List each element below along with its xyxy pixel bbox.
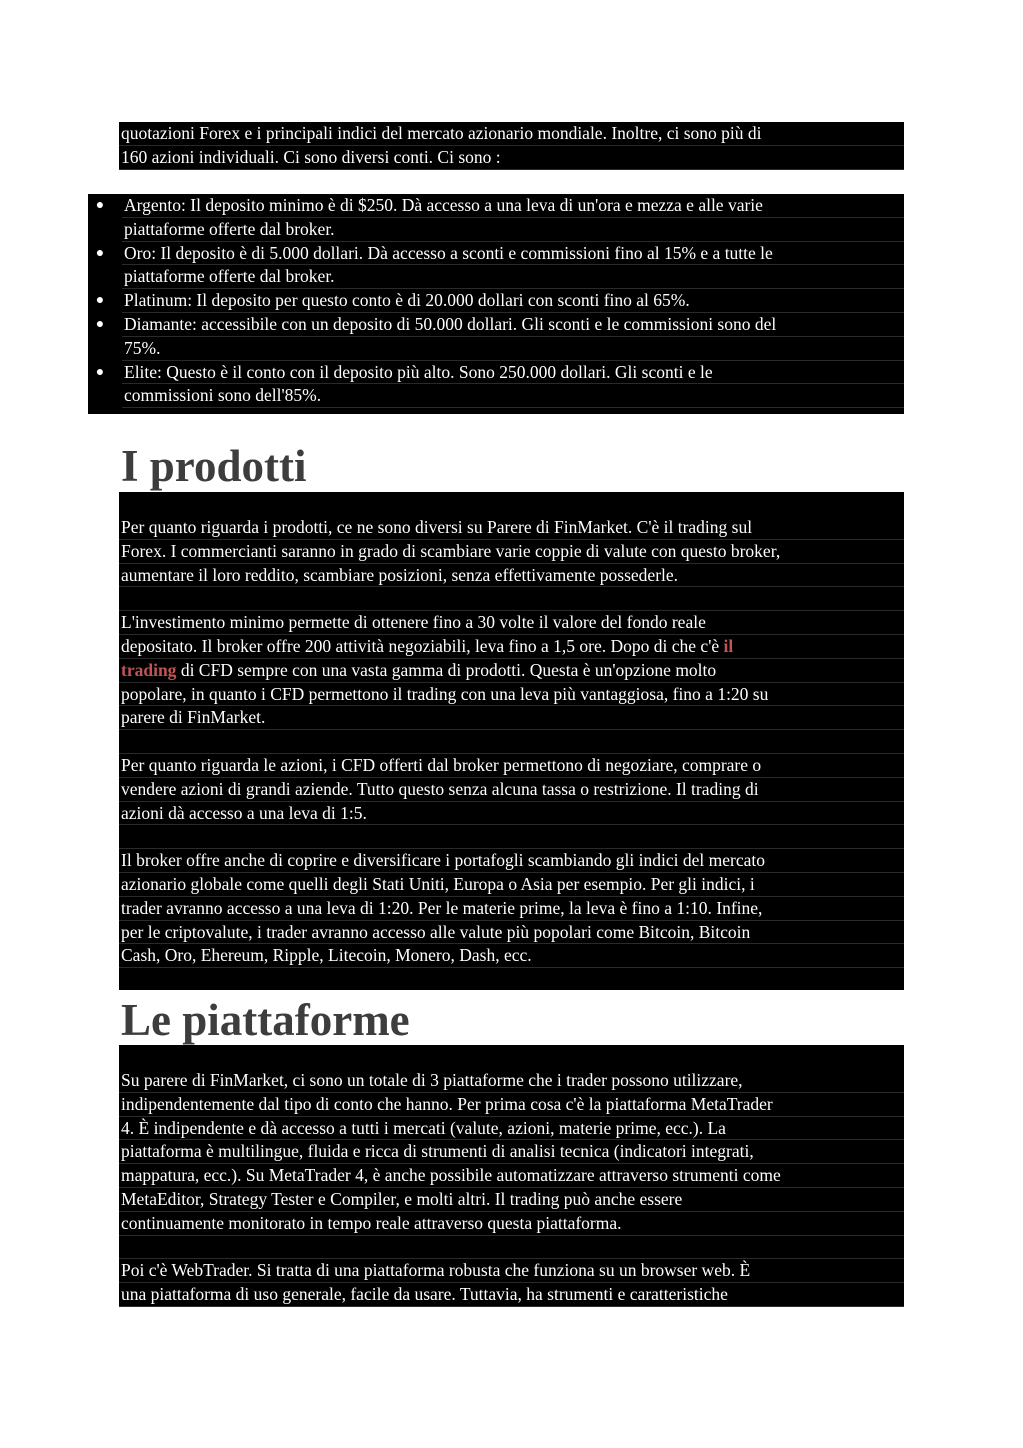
paragraph-line: vendere azioni di grandi aziende. Tutto questo senza alcuna tassa o restrizione. Il trading di: [119, 778, 904, 802]
paragraph-line: piattaforma è multilingue, fluida e ricca di strumenti di analisi tecnica (indicatori integrati,: [119, 1140, 904, 1164]
bullet-icon: ●: [95, 293, 105, 309]
paragraph-line: Su parere di FinMarket, ci sono un totale di 3 piattaforme che i trader possono utilizzare,: [119, 1069, 904, 1093]
section-heading-piattaforme: Le piattaforme: [121, 995, 410, 1045]
paragraph-line: MetaEditor, Strategy Tester e Compiler, e molti altri. Il trading può anche essere: [119, 1188, 904, 1212]
list-item-oro: ● Oro: Il deposito è di 5.000 dollari. Dà accesso a sconti e commissioni fino al 15% e a tutte le piattaforme offerte dal broker.: [88, 242, 904, 290]
paragraph-line: mappatura, ecc.). Su MetaTrader 4, è anche possibile automatizzare attraverso strumenti come: [119, 1164, 904, 1188]
bullet-icon: ●: [95, 364, 105, 380]
paragraph-line: continuamente monitorato in tempo reale attraverso questa piattaforma.: [119, 1212, 904, 1236]
paragraph-line: parere di FinMarket.: [119, 706, 904, 730]
section-heading-prodotti: I prodotti: [121, 441, 307, 491]
intro-line: 160 azioni individuali. Ci sono diversi conti. Ci sono :: [119, 146, 904, 170]
paragraph-line: una piattaforma di uso generale, facile da usare. Tuttavia, ha strumenti e caratteristiche: [119, 1283, 904, 1307]
trading-link-continued[interactable]: trading: [121, 659, 177, 680]
paragraph-line: trading di CFD sempre con una vasta gamma di prodotti. Questa è un'opzione molto: [119, 659, 904, 683]
bullet-icon: ●: [95, 198, 105, 213]
paragraph-line: L'investimento minimo permette di ottenere fino a 30 volte il valore del fondo reale: [119, 611, 904, 635]
paragraph-line: Cash, Oro, Ehereum, Ripple, Litecoin, Monero, Dash, ecc.: [119, 944, 904, 968]
list-item-diamante: ● Diamante: accessibile con un deposito di 50.000 dollari. Gli sconti e le commissioni sono del 75%.: [88, 313, 904, 361]
prodotti-section: [119, 492, 904, 990]
paragraph-line: Per quanto riguarda i prodotti, ce ne sono diversi su Parere di FinMarket. C'è il trading sul: [119, 516, 904, 540]
intro-line: quotazioni Forex e i principali indici del mercato azionario mondiale. Inoltre, ci sono più di: [119, 122, 904, 146]
list-item-elite: ● Elite: Questo è il conto con il deposito più alto. Sono 250.000 dollari. Gli sconti e le commissioni sono dell'85%.: [88, 361, 904, 409]
bullet-icon: ●: [95, 245, 105, 261]
paragraph-line: azionario globale come quelli degli Stati Uniti, Europa o Asia per esempio. Per gli indici, i: [119, 873, 904, 897]
paragraph-line: Poi c'è WebTrader. Si tratta di una piattaforma robusta che funziona su un browser web. È: [119, 1259, 904, 1283]
paragraph-line: Per quanto riguarda le azioni, i CFD offerti dal broker permettono di negoziare, comprare o: [119, 754, 904, 778]
paragraph-line: aumentare il loro reddito, scambiare posizioni, senza effettivamente possederle.: [119, 564, 904, 588]
paragraph-line: trader avranno accesso a una leva di 1:20. Per le materie prime, la leva è fino a 1:10. Infine,: [119, 897, 904, 921]
list-item-platinum: ● Platinum: Il deposito per questo conto è di 20.000 dollari con sconti fino al 65%.: [88, 289, 904, 313]
paragraph-line: 4. È indipendente e dà accesso a tutti i mercati (valute, azioni, materie prime, ecc.). La: [119, 1117, 904, 1141]
paragraph-line: Il broker offre anche di coprire e diversificare i portafogli scambiando gli indici del mercato: [119, 849, 904, 873]
bullet-icon: ●: [95, 316, 105, 332]
paragraph-line: per le criptovalute, i trader avranno accesso alle valute più popolari come Bitcoin, Bitcoin: [119, 921, 904, 945]
paragraph-line: indipendentemente dal tipo di conto che hanno. Per prima cosa c'è la piattaforma MetaTrader: [119, 1093, 904, 1117]
paragraph-line: Forex. I commercianti saranno in grado di scambiare varie coppie di valute con questo broker,: [119, 540, 904, 564]
paragraph-line: depositato. Il broker offre 200 attività negoziabili, leva fino a 1,5 ore. Dopo di che c'è il: [119, 635, 904, 659]
piattaforme-section: [119, 1045, 904, 1306]
account-list: [88, 194, 904, 414]
intro-paragraph: [119, 122, 904, 170]
list-item-argento: ● Argento: Il deposito minimo è di $250. Dà accesso a una leva di un'ora e mezza e alle varie piattaforme offerte dal broker.: [88, 194, 904, 242]
trading-link[interactable]: il: [723, 635, 734, 656]
paragraph-line: azioni dà accesso a una leva di 1:5.: [119, 802, 904, 826]
paragraph-line: popolare, in quanto i CFD permettono il trading con una leva più vantaggiosa, fino a 1:20 su: [119, 683, 904, 707]
